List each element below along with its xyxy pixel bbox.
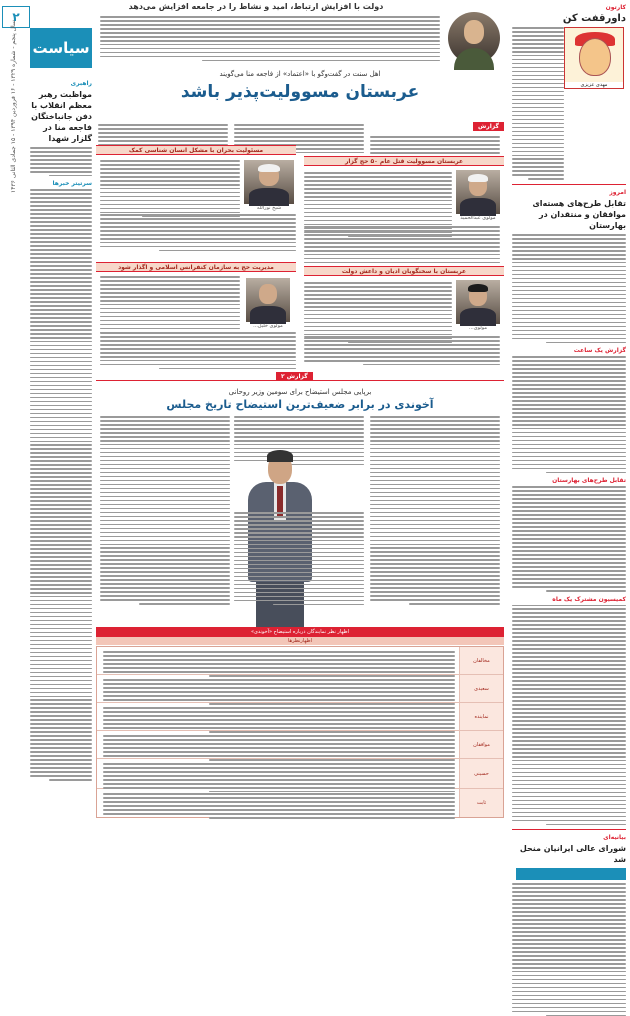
body-text-l1 bbox=[100, 160, 240, 217]
body-text-r2b bbox=[304, 336, 500, 365]
table-row-name: موافقان bbox=[459, 731, 503, 758]
news-headline-3: شورای عالی ایرانیان منحل شد bbox=[519, 844, 626, 865]
vertical-date: سال پنجم - شماره ۱۳۲۹ - ۱۶ فروردین ۱۳۹۴ - ۱۵ جمادی الثانی ۱۴۳۶ bbox=[10, 20, 17, 193]
report-tag: گزارش bbox=[473, 122, 504, 131]
cartoon-text bbox=[512, 27, 564, 180]
table-row bbox=[97, 731, 503, 759]
news-text-3 bbox=[512, 356, 626, 473]
box-title-3: عربستان با سخنگویان ادیان و داعش دولت bbox=[304, 266, 504, 276]
cleric-photo-1 bbox=[456, 170, 500, 214]
sec-text-l2 bbox=[234, 420, 326, 434]
cartoon-title: داورقفت کن bbox=[562, 13, 626, 24]
table-row-name: نماینده bbox=[459, 703, 503, 730]
sec-text-r1 bbox=[370, 416, 500, 605]
top-story-text bbox=[100, 16, 440, 61]
portrait-photo bbox=[448, 12, 500, 64]
news-text-5 bbox=[512, 605, 626, 826]
right-column bbox=[508, 0, 630, 865]
photo-caption-2: شیخ نورالله bbox=[256, 205, 282, 211]
left-body-text bbox=[30, 147, 92, 176]
left-subkicker: سرتیتر خبرها bbox=[52, 180, 92, 188]
section-kicker: برپایی مجلس استیضاح برای سومین وزیر روحانی bbox=[228, 388, 372, 396]
cleric-photo-4 bbox=[246, 278, 290, 322]
photo-caption-4: مولوی خلیل... bbox=[253, 323, 283, 329]
left-headline: مواظبت رهبر معظم انقلاب با دفن جانباختگان فاجعه منا در گلزار شهدا bbox=[31, 90, 92, 143]
main-headline: عربستان مسوولیت‌پذیر باشد bbox=[180, 82, 420, 102]
left-body-text-2 bbox=[30, 189, 92, 780]
news-subhead-3: کمیسیون مشترک یک ماه bbox=[552, 595, 626, 603]
news-text-2 bbox=[512, 234, 626, 343]
table-row bbox=[97, 675, 503, 703]
cartoon-image bbox=[564, 27, 624, 89]
table-row bbox=[97, 647, 503, 675]
sec-text-l1 bbox=[100, 416, 230, 605]
news-text-4 bbox=[512, 486, 626, 591]
main-kicker: اهل سنت در گفت‌وگو با «اعتماد» از فاجعه منا می‌گویند bbox=[219, 70, 381, 78]
table-title: اظهار نظر نمایندگان درباره استیضاح «آخوندی» bbox=[96, 627, 504, 637]
left-kicker: راهبری bbox=[70, 80, 92, 87]
box-title-4: مدیریت حج به سازمان کنفرانس اسلامی و اگذار شود bbox=[96, 262, 296, 272]
ad-box bbox=[516, 868, 626, 880]
body-text-l1b bbox=[100, 214, 296, 251]
page-number: ۲ bbox=[2, 6, 30, 28]
body-text-r1b bbox=[304, 226, 500, 267]
sec-text-r3 bbox=[234, 512, 364, 605]
news-text-6 bbox=[512, 883, 626, 1016]
left-column bbox=[30, 80, 92, 781]
left-strip bbox=[0, 0, 92, 820]
news-headline-2: تقابل طرح‌های هسته‌ای موافقان و منتقدان در بهارستان bbox=[532, 199, 626, 230]
photo-caption-1: مولوی عبدالحمید bbox=[460, 215, 496, 221]
photo-caption-3: مولوی... bbox=[468, 325, 488, 331]
body-text-l2 bbox=[100, 276, 240, 337]
section-headline: آخوندی در برابر ضعیف‌ترین استیضاح تاریخ مجلس bbox=[166, 398, 434, 411]
report-tag-2: گزارش ۲ bbox=[276, 372, 313, 381]
news-subhead-1: گزارش یک ساعت bbox=[573, 347, 626, 355]
cartoon-caption: مهدی عزیزی bbox=[565, 82, 623, 88]
body-text-r2 bbox=[304, 282, 452, 343]
table-row bbox=[97, 759, 503, 789]
box-title-1: عربستان مسوولیت قتل عام ۵۰ حج گزار bbox=[304, 156, 504, 166]
body-text-l2b bbox=[100, 332, 296, 369]
table-row-name: مخالفان bbox=[459, 647, 503, 674]
cleric-photo-2 bbox=[244, 160, 294, 204]
table-row-name: حسینی bbox=[459, 759, 503, 788]
news-subhead-2: تقابل طرح‌های بهارستان bbox=[552, 477, 626, 485]
news-kicker-2: امروز bbox=[609, 189, 626, 196]
section-title: سیاست bbox=[30, 28, 92, 68]
table-row bbox=[97, 703, 503, 731]
table-subtitle: اظهارنظرها bbox=[96, 637, 504, 645]
table-row-name: ثابت bbox=[459, 789, 503, 817]
cartoon-kicker: کارتون bbox=[605, 4, 626, 11]
intro-text-1 bbox=[370, 136, 500, 158]
table-row bbox=[97, 789, 503, 817]
table-row-name: سعیدی bbox=[459, 675, 503, 702]
main-headline-block bbox=[96, 70, 504, 102]
news-kicker-3: بیانیه‌ای bbox=[603, 834, 626, 842]
opinions-table bbox=[96, 646, 504, 818]
box-title-2: مسئولیت بحران با مشکل انسان شناسی کمک bbox=[96, 145, 296, 155]
cleric-photo-3 bbox=[456, 280, 500, 324]
top-story-title: دولت با افزایش ارتباط، امید و نشاط را در جامعه افزایش می‌دهد bbox=[128, 2, 384, 11]
